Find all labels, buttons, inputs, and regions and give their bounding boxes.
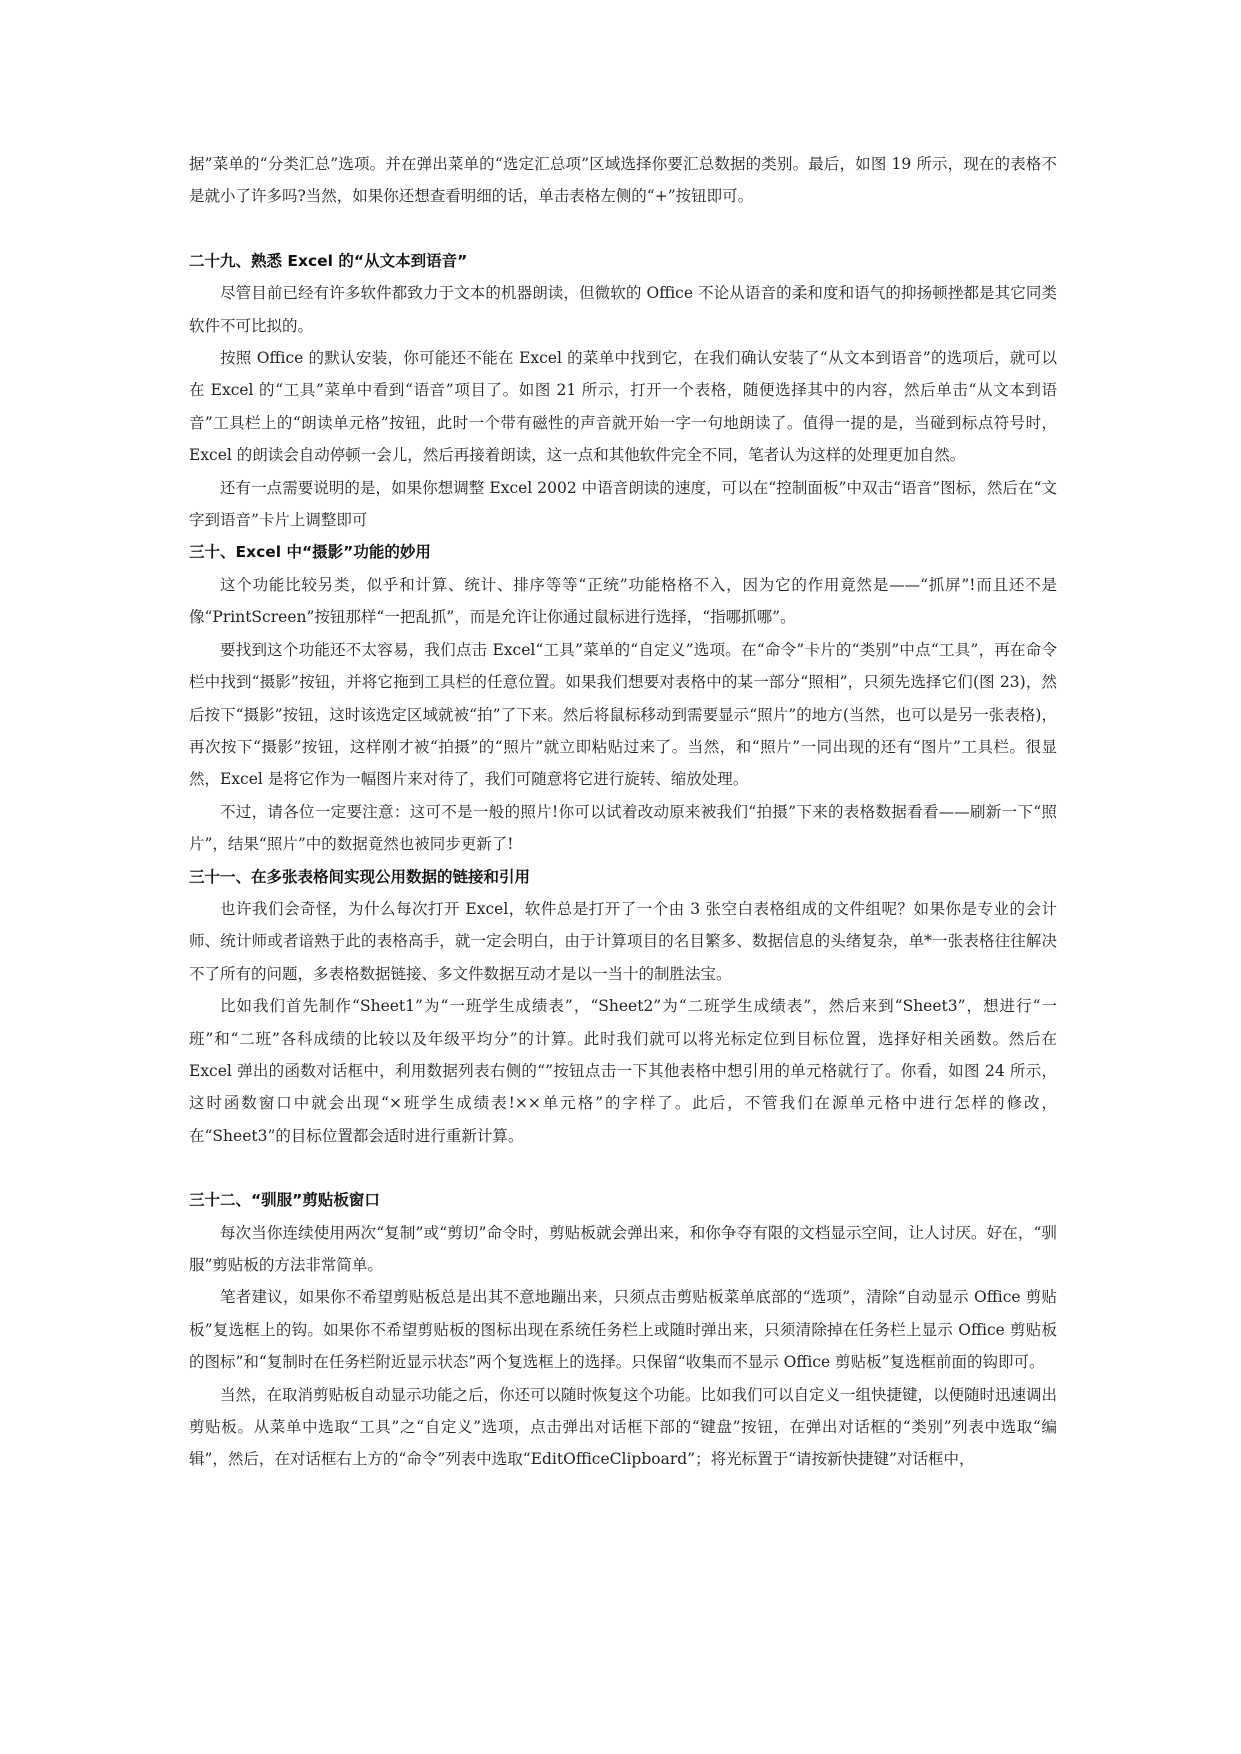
section-29-paragraph-2: 按照 Office 的默认安装，你可能还不能在 Excel 的菜单中找到它，在我们确认安装了“从文本到语音”的选项后，就可以在 Excel 的“工具”菜单中看到“语音”项目了。如图 21 所示，打开一个表格，随便选择其中的内容，然后单击“从文本到语音”工具栏上的“朗读单元格”按钮，此时一个带有磁性的声音就开始一字一句地朗读了。值得一提的是，当碰到标点符号时，Excel 的朗读会自动停顿一会儿，然后再接着朗读，这一点和其他软件完全不同，笔者认为这样的处理更加自然。 (189, 349, 1057, 465)
section-gap (189, 213, 1057, 245)
section-31-paragraph-2: 比如我们首先制作“Sheet1”为“一班学生成绩表”，“Sheet2”为“二班学生成绩表”，然后来到“Sheet3”，想进行“一班”和“二班”各科成绩的比较以及年级平均分”的计算。此时我们就可以将光标定位到目标位置，选择好相关函数。然后在 Excel 弹出的函数对话框中，利用数据列表右侧的“”按钮点击一下其他表格中想引用的单元格就行了。你看，如图 24 所示，这时函数窗口中就会出现“×班学生成绩表!××单元格”的字样了。此后，不管我们在源单元格中进行怎样的修改，在“Sheet3”的目标位置都会适时进行重新计算。 (189, 997, 1057, 1145)
section-heading-30: 三十、Excel 中“摄影”功能的妙用 (189, 543, 431, 562)
section-32-paragraph-3: 当然，在取消剪贴板自动显示功能之后，你还可以随时恢复这个功能。比如我们可以自定义一组快捷键，以便随时迅速调出剪贴板。从菜单中选取“工具”之“自定义”选项，点击弹出对话框下部的“键盘”按钮，在弹出对话框的“类别”列表中选取“编辑”，然后，在对话框右上方的“命令”列表中选取“EditOfficeClipboard”；将光标置于“请按新快捷键”对话框中， (189, 1385, 1058, 1469)
section-heading-32: 三十二、“驯服”剪贴板窗口 (189, 1191, 380, 1210)
section-32-paragraph-2: 笔者建议，如果你不希望剪贴板总是出其不意地蹦出来，只须点击剪贴板菜单底部的“选项”，清除“自动显示 Office 剪贴板”复选框上的钩。如果你不希望剪贴板的图标出现在系统任务栏上或随时弹出来，只须清除掉在任务栏上显示 Office 剪贴板的图标”和“复制时在任务栏附近显示状态”两个复选框上的选择。只保留“收集而不显示 Office 剪贴板”复选框前面的钩即可。 (189, 1288, 1057, 1372)
section-gap (189, 1152, 1057, 1184)
section-heading-31: 三十一、在多张表格间实现公用数据的链接和引用 (189, 867, 531, 886)
section-31-paragraph-1: 也许我们会奇怪，为什么每次打开 Excel，软件总是打开了一个由 3 张空白表格组成的文件组呢？如果你是专业的会计师、统计师或者谙熟于此的表格高手，就一定会明白，由于计算项目的名目繁多、数据信息的头绪复杂，单*一张表格往往解决不了所有的问题，多表格数据链接、多文件数据互动才是以一当十的制胜法宝。 (189, 899, 1057, 983)
section-30-paragraph-2: 要找到这个功能还不太容易，我们点击 Excel“工具”菜单的“自定义”选项。在“命令”卡片的“类别”中点“工具”，再在命令栏中找到“摄影”按钮，并将它拖到工具栏的任意位置。如果我们想要对表格中的某一部分“照相”，只须先选择它们(图 23)，然后按下“摄影”按钮，这时该选定区域就被“拍”了下来。然后将鼠标移动到需要显示“照片”的地方(当然，也可以是另一张表格)，再次按下“摄影”按钮，这样刚才被“拍摄”的“照片”就立即粘贴过来了。当然，和“照片”一同出现的还有“图片”工具栏。很显然，Excel 是将它作为一幅图片来对待了，我们可随意将它进行旋转、缩放处理。 (189, 640, 1057, 789)
section-30-paragraph-1: 这个功能比较另类，似乎和计算、统计、排序等等“正统”功能格格不入，因为它的作用竟然是——“抓屏”!而且还不是像“PrintScreen”按钮那样“一把乱抓”，而是允许让你通过鼠标进行选择，“指哪抓哪”。 (189, 575, 1057, 627)
section-heading-29: 二十九、熟悉 Excel 的“从文本到语音” (189, 251, 468, 270)
intro-paragraph: 据”菜单的“分类汇总”选项。并在弹出菜单的“选定汇总项”区域选择你要汇总数据的类别。最后，如图 19 所示，现在的表格不是就小了许多吗?当然，如果你还想查看明细的话，单击表格左侧的“+”按钮即可。 (189, 155, 1057, 206)
section-29-paragraph-1: 尽管目前已经有许多软件都致力于文本的机器朗读，但微软的 Office 不论从语音的柔和度和语气的抑扬顿挫都是其它同类软件不可比拟的。 (189, 284, 1057, 335)
section-30-paragraph-3: 不过，请各位一定要注意：这可不是一般的照片!你可以试着改动原来被我们“拍摄”下来的表格数据看看——刷新一下“照片”，结果“照片”中的数据竟然也被同步更新了! (189, 802, 1057, 854)
document-page (189, 148, 1057, 1476)
section-29-paragraph-3: 还有一点需要说明的是，如果你想调整 Excel 2002 中语音朗读的速度，可以在“控制面板”中双击“语音”图标，然后在“文字到语音”卡片上调整即可 (189, 478, 1057, 530)
section-32-paragraph-1: 每次当你连续使用两次“复制”或“剪切”命令时，剪贴板就会弹出来，和你争夺有限的文档显示空间，让人讨厌。好在，“驯服”剪贴板的方法非常简单。 (189, 1223, 1057, 1274)
